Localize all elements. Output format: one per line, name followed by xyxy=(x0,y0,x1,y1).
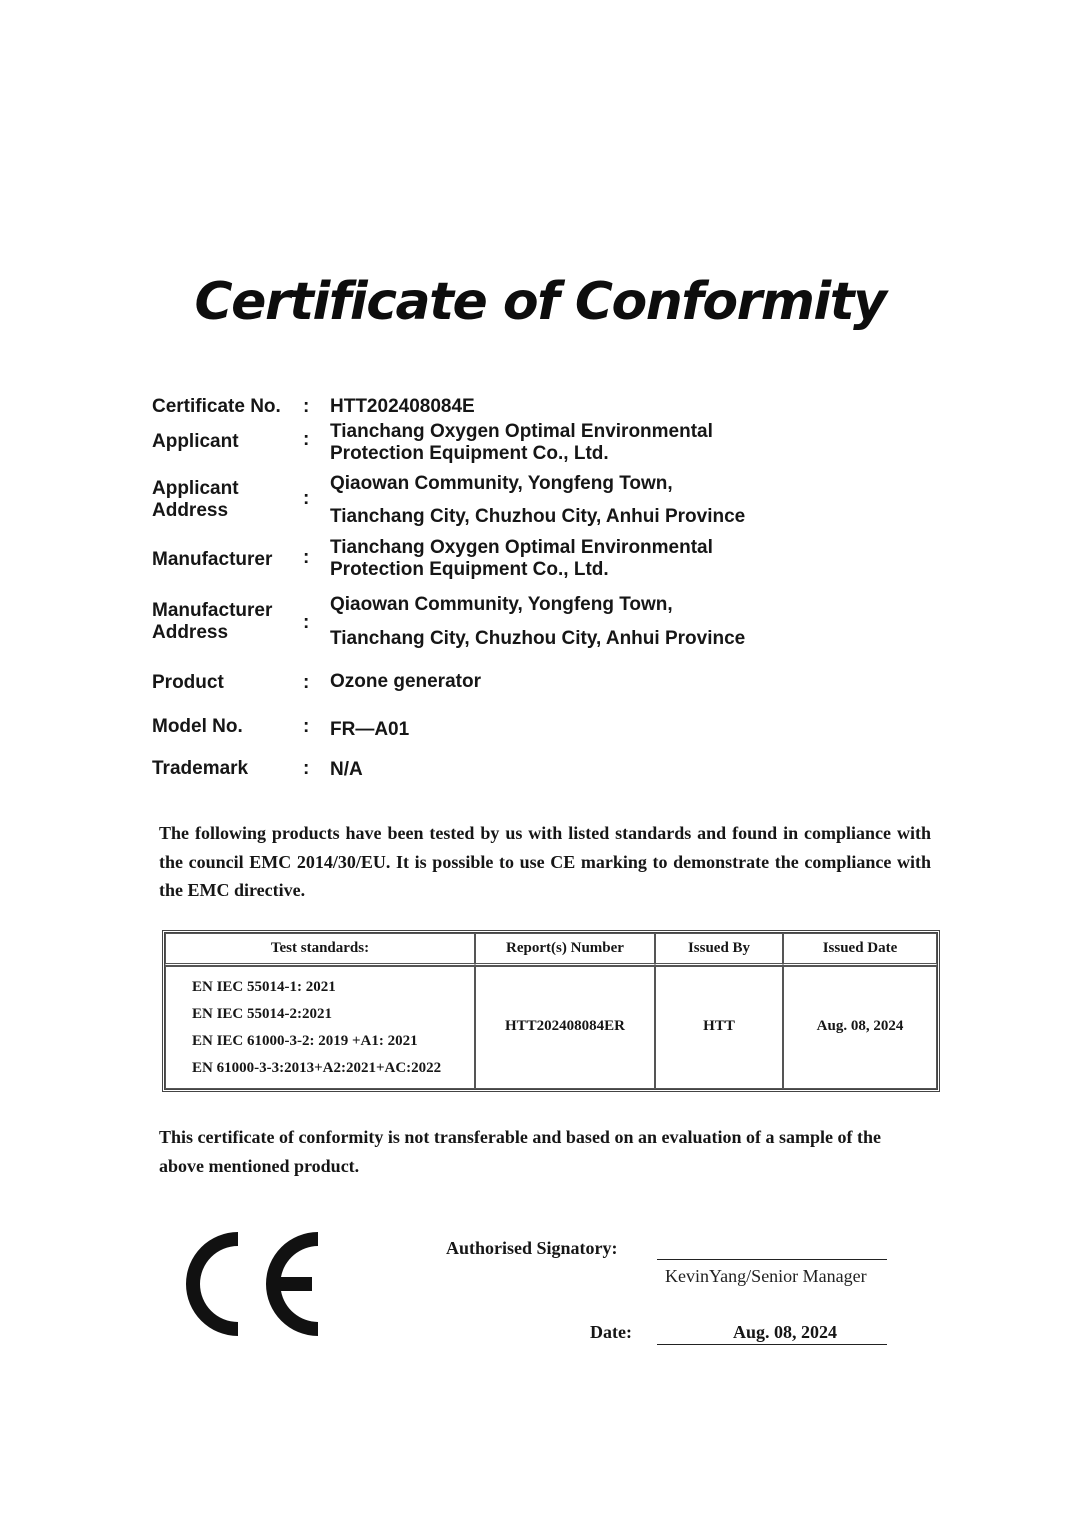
standard-item: EN IEC 55014-1: 2021 xyxy=(192,978,336,995)
header-issued-by: Issued By xyxy=(655,933,783,966)
report-number-cell: HTT202408084ER xyxy=(475,966,655,1089)
date-value: Aug. 08, 2024 xyxy=(732,1322,837,1342)
signatory-name: KevinYang/Senior Manager xyxy=(665,1266,867,1286)
manufacturer-address-value-line2: Tianchang City, Chuzhou City, Anhui Province xyxy=(330,628,746,649)
applicant-value-line2: Protection Equipment Co., Ltd. xyxy=(330,443,609,464)
manufacturer-address-label-line1: Manufacturer xyxy=(152,600,273,621)
trademark-label: Trademark xyxy=(152,758,249,779)
transfer-statement: This certificate of conformity is not transferable and based on an evaluation of a sample of the above mentioned product. xyxy=(159,1127,881,1176)
model-no-label: Model No. xyxy=(152,716,243,737)
separator-colon: : xyxy=(303,758,310,779)
ce-mark-letter-c xyxy=(186,1232,238,1336)
applicant-address-label-line2: Address xyxy=(152,500,229,521)
applicant-address-value-line1: Qiaowan Community, Yongfeng Town, xyxy=(330,473,673,494)
model-no-value: FR—A01 xyxy=(330,719,410,740)
separator-colon: : xyxy=(303,547,310,568)
standard-item: EN IEC 61000-3-2: 2019 +A1: 2021 xyxy=(192,1032,418,1049)
header-test-standards: Test standards: xyxy=(165,933,475,966)
standards-cell xyxy=(165,966,475,1089)
table-row xyxy=(165,966,937,1089)
applicant-label: Applicant xyxy=(152,431,239,452)
standard-item: EN IEC 55014-2:2021 xyxy=(192,1005,333,1022)
ce-mark-letter-e xyxy=(266,1232,318,1336)
page-title: Certificate of Conformity xyxy=(194,272,886,332)
date-label: Date: xyxy=(590,1322,632,1342)
trademark-value: N/A xyxy=(330,759,363,780)
separator-colon: : xyxy=(303,612,310,633)
manufacturer-label: Manufacturer xyxy=(152,549,273,570)
certificate-no-label: Certificate No. xyxy=(152,396,281,417)
standards-table xyxy=(162,930,940,1092)
product-value: Ozone generator xyxy=(330,671,481,692)
applicant-value-line1: Tianchang Oxygen Optimal Environmental xyxy=(330,421,713,442)
authorised-signatory-label: Authorised Signatory: xyxy=(446,1238,618,1258)
table-header-row xyxy=(165,933,937,966)
manufacturer-value-line2: Protection Equipment Co., Ltd. xyxy=(330,559,609,580)
manufacturer-address-label-line2: Address xyxy=(152,622,229,643)
separator-colon: : xyxy=(303,396,310,417)
applicant-address-label-line1: Applicant xyxy=(152,478,239,499)
date-line xyxy=(657,1344,887,1345)
product-label: Product xyxy=(152,672,224,693)
signature-line xyxy=(657,1259,887,1260)
separator-colon: : xyxy=(303,488,310,509)
compliance-statement: The following products have been tested by us with listed standards and found in compliance with the council EMC 2014/30/EU. It is possible to use CE marking to demonstrate the compliance with the EMC directive. xyxy=(159,823,931,900)
issued-by-cell: HTT xyxy=(655,966,783,1089)
applicant-address-value-line2: Tianchang City, Chuzhou City, Anhui Province xyxy=(330,506,746,527)
certificate-no-value: HTT202408084E xyxy=(330,396,475,417)
separator-colon: : xyxy=(303,716,310,737)
manufacturer-address-value-line1: Qiaowan Community, Yongfeng Town, xyxy=(330,594,673,615)
manufacturer-value-line1: Tianchang Oxygen Optimal Environmental xyxy=(330,537,713,558)
separator-colon: : xyxy=(303,429,310,450)
header-issued-date: Issued Date xyxy=(783,933,937,966)
header-report-number: Report(s) Number xyxy=(475,933,655,966)
ce-mark-logo xyxy=(180,1228,325,1340)
standard-item: EN 61000-3-3:2013+A2:2021+AC:2022 xyxy=(192,1059,442,1076)
issued-date-cell: Aug. 08, 2024 xyxy=(783,966,937,1089)
separator-colon: : xyxy=(303,672,310,693)
